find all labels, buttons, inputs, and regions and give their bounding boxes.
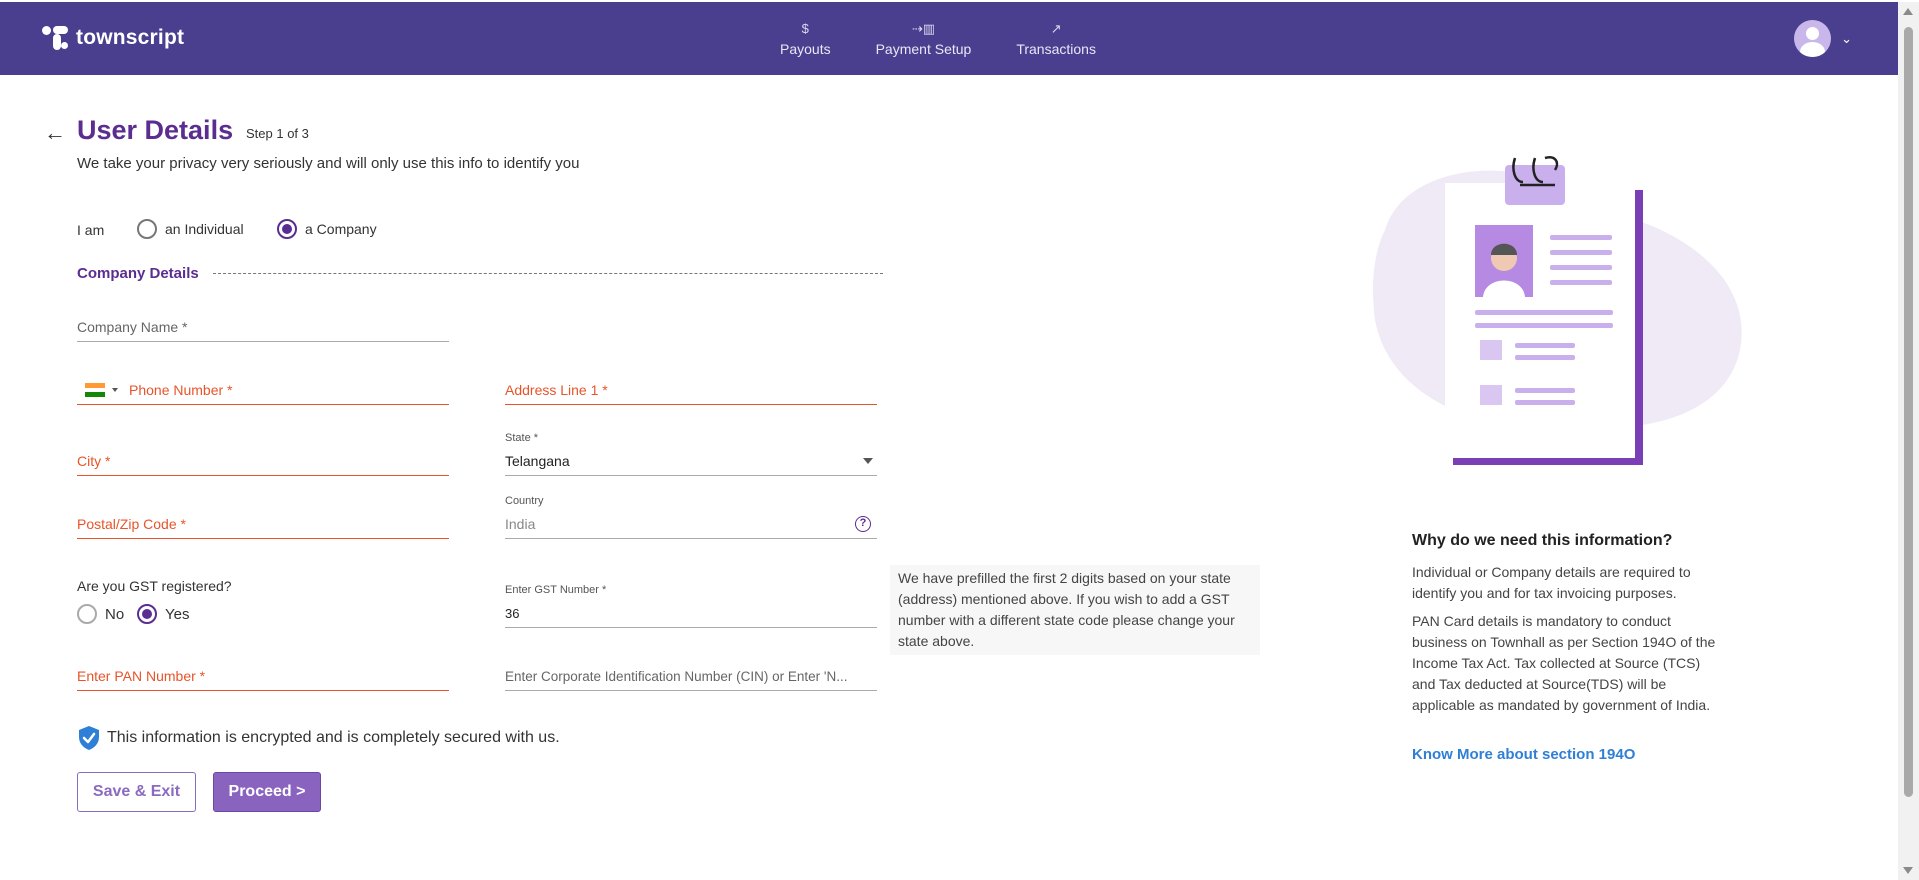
- country-field: [505, 495, 877, 539]
- nav-payouts[interactable]: [780, 20, 831, 57]
- nav-payment-setup[interactable]: [876, 20, 972, 57]
- radio-gst-yes-label: Yes: [165, 605, 190, 623]
- radio-gst-no-label: No: [105, 605, 125, 623]
- dollar-icon: $: [801, 21, 809, 36]
- state-label: State *: [505, 432, 539, 444]
- security-note: [77, 725, 560, 751]
- top-bar: [0, 2, 1898, 75]
- townscript-logo-icon: [42, 26, 68, 50]
- radio-circle[interactable]: [77, 604, 97, 624]
- scrollbar[interactable]: [1898, 2, 1919, 880]
- country-value: India: [505, 516, 536, 532]
- company-name-field[interactable]: [77, 314, 449, 342]
- phone-number-placeholder: Phone Number *: [129, 382, 233, 398]
- avatar-icon: [1794, 20, 1831, 57]
- scroll-thumb[interactable]: [1904, 27, 1913, 797]
- radio-circle-selected[interactable]: [137, 604, 157, 624]
- pan-number-placeholder: Enter PAN Number *: [77, 668, 206, 684]
- info-paragraph-2: PAN Card details is mandatory to conduct business on Townhall as per Section 194O of the Income Tax Act. Tax collected at Source (TCS) and Tax deducted at Source(TDS) will be applicable as mandated by government of India.: [1412, 613, 1716, 713]
- brand-name: townscript: [76, 26, 185, 49]
- radio-individual[interactable]: [137, 219, 244, 239]
- city-placeholder: City *: [77, 453, 111, 469]
- radio-gst-yes[interactable]: [137, 604, 189, 624]
- country-code-caret-icon[interactable]: [112, 388, 118, 392]
- proceed-button[interactable]: Proceed >: [213, 772, 321, 812]
- nav-transactions[interactable]: [1016, 20, 1096, 57]
- shield-check-icon: [77, 725, 101, 751]
- gst-number-label: Enter GST Number *: [505, 584, 607, 596]
- company-name-placeholder: Company Name *: [77, 319, 188, 335]
- nav-payouts-label: Payouts: [780, 41, 831, 57]
- cin-field[interactable]: [505, 663, 877, 691]
- state-select[interactable]: [505, 432, 877, 476]
- scroll-up-arrow-icon[interactable]: [1903, 8, 1913, 15]
- brand[interactable]: [42, 26, 184, 50]
- main-nav: [780, 20, 1096, 57]
- pan-number-field[interactable]: [77, 663, 449, 691]
- radio-company[interactable]: [277, 219, 377, 239]
- info-title: Why do we need this information?: [1412, 532, 1673, 549]
- gst-question: Are you GST registered?: [77, 578, 232, 594]
- dropdown-caret-icon: [863, 458, 873, 464]
- city-field[interactable]: [77, 448, 449, 476]
- radio-gst-no[interactable]: [77, 604, 124, 624]
- address-line1-field[interactable]: [505, 377, 877, 405]
- gst-number-value: 36: [505, 606, 520, 621]
- back-arrow-icon[interactable]: ←: [44, 120, 66, 145]
- postal-code-placeholder: Postal/Zip Code *: [77, 516, 186, 532]
- scroll-down-arrow-icon[interactable]: [1903, 867, 1913, 874]
- step-indicator: Step 1 of 3: [246, 126, 309, 141]
- info-paragraph-1: Individual or Company details are required to identify you and for tax invoicing purposes.: [1412, 564, 1691, 601]
- save-exit-button[interactable]: Save & Exit: [77, 772, 196, 812]
- section-194o-link[interactable]: Know More about section 194O: [1412, 746, 1636, 763]
- cin-placeholder: Enter Corporate Identification Number (CIN) or Enter 'N...: [505, 669, 848, 684]
- radio-circle[interactable]: [137, 219, 157, 239]
- chevron-down-icon: ⌄: [1841, 30, 1852, 46]
- bank-transfer-icon: ⇢▥: [911, 21, 936, 36]
- security-note-text: This information is encrypted and is completely secured with us.: [107, 729, 560, 746]
- postal-code-field[interactable]: [77, 511, 449, 539]
- gst-prefill-note: We have prefilled the first 2 digits based on your state (address) mentioned above. If you wish to add a GST number with a different state code please change your state above.: [890, 565, 1260, 655]
- page-subtitle: We take your privacy very seriously and will only use this info to identify you: [77, 155, 580, 172]
- radio-company-label: a Company: [305, 221, 377, 237]
- address-line1-placeholder: Address Line 1 *: [505, 382, 608, 398]
- chart-icon: ↗: [1050, 21, 1062, 36]
- entity-type-label: I am: [77, 222, 105, 238]
- gst-number-field[interactable]: [505, 584, 877, 628]
- nav-payment-setup-label: Payment Setup: [875, 41, 972, 57]
- section-divider: [213, 273, 883, 274]
- nav-transactions-label: Transactions: [1016, 41, 1096, 57]
- page-title: User Details: [77, 115, 234, 145]
- id-card-illustration: [1365, 150, 1745, 470]
- india-flag-icon[interactable]: [85, 383, 105, 397]
- state-value: Telangana: [505, 453, 570, 469]
- section-title: Company Details: [77, 265, 199, 282]
- radio-individual-label: an Individual: [165, 221, 244, 237]
- user-menu[interactable]: [1794, 20, 1852, 57]
- radio-circle-selected[interactable]: [277, 219, 297, 239]
- help-icon[interactable]: ?: [855, 516, 871, 532]
- phone-number-field[interactable]: [77, 377, 449, 405]
- country-label: Country: [505, 495, 544, 507]
